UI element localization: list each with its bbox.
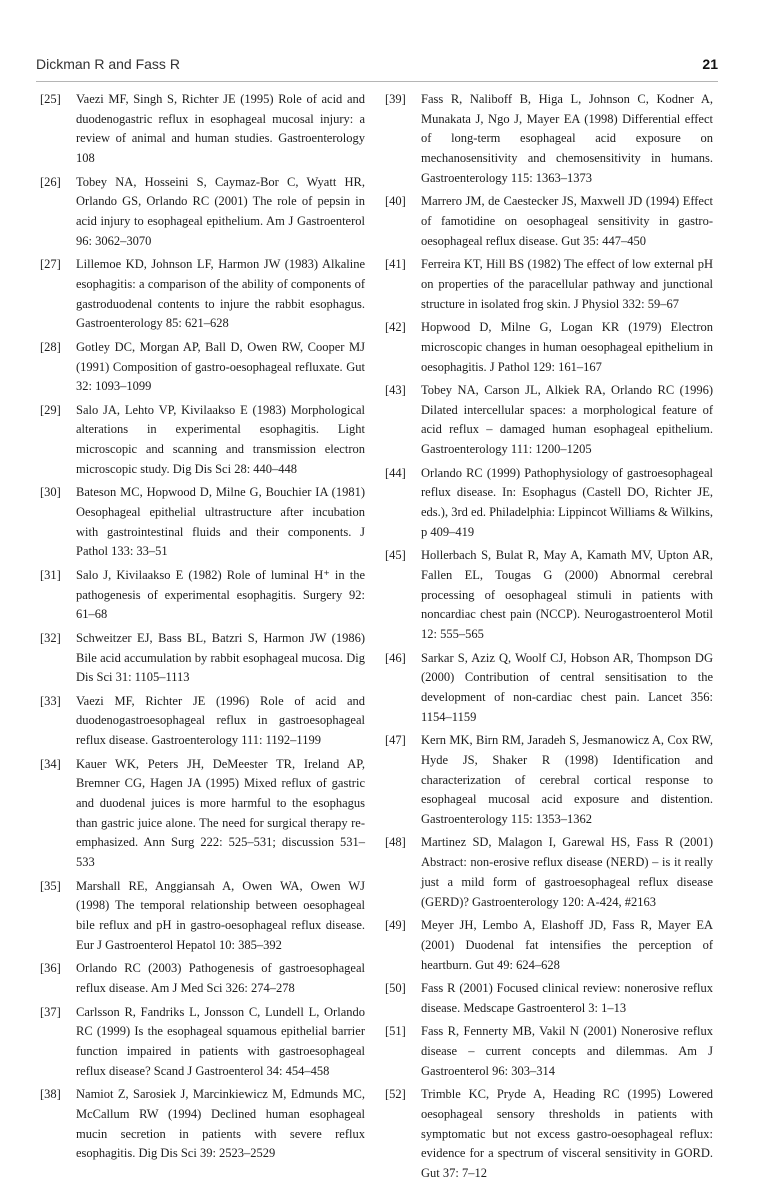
reference-number: [52] xyxy=(385,1087,406,1102)
reference-text: Bateson MC, Hopwood D, Milne G, Bouchier IA (1981) Oesophageal epithelial ultrastructure after incubation with gastrointestinal fluids and their components. J Pathol 133: 33–51 xyxy=(76,485,365,559)
reference-number: [42] xyxy=(385,320,406,335)
reference-entry xyxy=(40,755,365,873)
reference-text: Vaezi MF, Richter JE (1996) Role of acid and duodenogastroesophageal reflux in gastroesophageal reflux disease. Gastroenterology 111: 1192–1199 xyxy=(76,693,365,748)
reference-entry xyxy=(385,1022,713,1081)
page-header xyxy=(36,56,718,78)
reference-number: [28] xyxy=(40,339,61,354)
reference-text: Fass R (2001) Focused clinical review: nonerosive reflux disease. Medscape Gastroenterol 3: 1–13 xyxy=(421,981,713,1015)
reference-entry xyxy=(385,731,713,830)
reference-entry xyxy=(40,255,365,334)
reference-text: Sarkar S, Aziz Q, Woolf CJ, Hobson AR, Thompson DG (2000) Contribution of central sensitisation to the development of non-cardiac chest pain. Lancet 356: 1154–1159 xyxy=(421,650,713,724)
reference-number: [30] xyxy=(40,485,61,500)
reference-text: Carlsson R, Fandriks L, Jonsson C, Lundell L, Orlando RC (1999) Is the esophageal squamous epithelial barrier function impaired in patients with gastroesophageal reflux disease? Scand J Gastroenterol 34: 454–458 xyxy=(76,1004,365,1078)
reference-number: [35] xyxy=(40,878,61,893)
reference-entry xyxy=(385,318,713,377)
reference-text: Namiot Z, Sarosiek J, Marcinkiewicz M, Edmunds MC, McCallum RW (1994) Declined human esophageal mucin secretion in patients with severe reflux esophagitis. Dig Dis Sci 39: 2523–2529 xyxy=(76,1087,365,1161)
reference-entry xyxy=(40,483,365,562)
reference-entry xyxy=(385,833,713,912)
reference-entry xyxy=(385,649,713,728)
reference-number: [34] xyxy=(40,756,61,771)
reference-number: [27] xyxy=(40,257,61,272)
reference-text: Ferreira KT, Hill BS (1982) The effect of low external pH on properties of the paracellular pathway and junctional structure in isolated frog skin. J Physiol 332: 59–67 xyxy=(421,257,713,311)
reference-number: [51] xyxy=(385,1024,406,1039)
references-right-column xyxy=(385,90,713,1187)
reference-entry xyxy=(40,401,365,480)
reference-entry xyxy=(385,1085,713,1184)
reference-number: [39] xyxy=(385,92,406,106)
reference-entry xyxy=(40,692,365,751)
references-left-column xyxy=(40,90,365,1168)
reference-entry xyxy=(385,979,713,1018)
reference-number: [36] xyxy=(40,961,61,976)
reference-text: Lillemoe KD, Johnson LF, Harmon JW (1983) Alkaline esophagitis: a comparison of the ability of components of gastroduodenal contents to injure the rabbit esophagus. Gastroenterology 85: 621–628 xyxy=(76,257,365,331)
reference-entry xyxy=(40,1085,365,1164)
reference-number: [33] xyxy=(40,693,61,708)
reference-number: [43] xyxy=(385,383,406,398)
reference-number: [37] xyxy=(40,1004,61,1019)
reference-text: Fass R, Fennerty MB, Vakil N (2001) Nonerosive reflux disease – current concepts and dilemmas. Am J Gastroenterol 96: 303–314 xyxy=(421,1024,713,1078)
reference-entry xyxy=(385,464,713,543)
reference-number: [31] xyxy=(40,567,61,582)
reference-text: Orlando RC (2003) Pathogenesis of gastroesophageal reflux disease. Am J Med Sci 326: 274–278 xyxy=(76,961,365,995)
reference-text: Salo JA, Lehto VP, Kivilaakso E (1983) Morphological alterations in experimental esophagitis. Light microscopic and scanning and transmission electron microscopic study. Dig Dis Sci 28: 440–448 xyxy=(76,402,365,476)
reference-text: Kern MK, Birn RM, Jaradeh S, Jesmanowicz A, Cox RW, Hyde JS, Shaker R (1998) Identification and characterization of cerebral cortical response to esophageal mucosal acid exposure and distention. Gastroenterology 115: 1353–1362 xyxy=(421,733,713,826)
reference-number: [32] xyxy=(40,630,61,645)
page-number: 21 xyxy=(702,56,718,72)
reference-entry xyxy=(385,546,713,645)
reference-text: Orlando RC (1999) Pathophysiology of gastroesophageal reflux disease. In: Esophagus (Castell DO, Richter JE, eds.), 3rd ed. Philadelphia: Lippincot Williams & Wilkins, p 409–419 xyxy=(421,465,713,539)
reference-text: Tobey NA, Hosseini S, Caymaz-Bor C, Wyatt HR, Orlando GS, Orlando RC (2001) The role of pepsin in acid injury to esophageal epithelium. Am J Gastroenterol 96: 3062–3070 xyxy=(76,174,365,248)
reference-entry xyxy=(40,959,365,998)
reference-entry xyxy=(40,1003,365,1082)
reference-entry xyxy=(385,255,713,314)
reference-entry xyxy=(385,381,713,460)
reference-entry xyxy=(40,566,365,625)
reference-entry xyxy=(385,90,713,189)
reference-text: Kauer WK, Peters JH, DeMeester TR, Ireland AP, Bremner CG, Hagen JA (1995) Mixed reflux of gastric and duodenal juices is more harmful to the esophagus than gastric juice alone. The need for surgical therapy re-emphasized. Ann Surg 222: 525–531; discussion 531–533 xyxy=(76,756,365,870)
reference-number: [45] xyxy=(385,548,406,563)
reference-number: [48] xyxy=(385,835,406,850)
reference-text: Marshall RE, Anggiansah A, Owen WA, Owen WJ (1998) The temporal relationship between oesophageal bile reflux and pH in gastro-oesophageal reflux disease. Eur J Gastroenterol Hepatol 10: 385–392 xyxy=(76,878,365,952)
reference-text: Martinez SD, Malagon I, Garewal HS, Fass R (2001) Abstract: non-erosive reflux disease (NERD) – is it really just a mild form of gastroesophageal reflux disease (GERD)? Gastroenterology 120: A-424, #2163 xyxy=(421,835,713,909)
reference-entry xyxy=(40,629,365,688)
reference-entry xyxy=(40,338,365,397)
reference-number: [25] xyxy=(40,92,61,106)
reference-text: Gotley DC, Morgan AP, Ball D, Owen RW, Cooper MJ (1991) Composition of gastro-oesophageal refluxate. Gut 32: 1093–1099 xyxy=(76,339,365,394)
reference-text: Schweitzer EJ, Bass BL, Batzri S, Harmon JW (1986) Bile acid accumulation by rabbit esophageal mucosa. Dig Dis Sci 31: 1105–1113 xyxy=(76,630,365,685)
reference-number: [50] xyxy=(385,981,406,995)
reference-entry xyxy=(40,877,365,956)
reference-number: [29] xyxy=(40,402,61,417)
reference-text: Hollerbach S, Bulat R, May A, Kamath MV, Upton AR, Fallen EL, Tougas G (2000) Abnormal cerebral processing of oesophageal stimuli in patients with noncardiac chest pain (NCCP). Neurogastroenterol Motil 12: 555–565 xyxy=(421,548,713,642)
reference-text: Vaezi MF, Singh S, Richter JE (1995) Role of acid and duodenogastric reflux in esophageal mucosal injury: a review of animal and human studies. Gastroenterology 108 xyxy=(76,92,365,166)
reference-text: Salo J, Kivilaakso E (1982) Role of luminal H⁺ in the pathogenesis of experimental esophagitis. Surgery 92: 61–68 xyxy=(76,567,365,622)
reference-entry xyxy=(40,173,365,252)
reference-text: Tobey NA, Carson JL, Alkiek RA, Orlando RC (1996) Dilated intercellular spaces: a morphological feature of acid reflux – damaged human esophageal epithelium. Gastroenterology 111: 1200–1205 xyxy=(421,383,713,457)
reference-number: [46] xyxy=(385,650,406,665)
reference-entry xyxy=(385,192,713,251)
reference-number: [44] xyxy=(385,465,406,480)
reference-number: [38] xyxy=(40,1087,61,1102)
running-title: Dickman R and Fass R xyxy=(36,56,180,72)
reference-text: Trimble KC, Pryde A, Heading RC (1995) Lowered oesophageal sensory thresholds in patients with symptomatic but not excess gastro-oesophageal reflux: evidence for a spectrum of visceral sensitivity in GORD. Gut 37: 7–12 xyxy=(421,1087,713,1180)
reference-number: [26] xyxy=(40,174,61,189)
reference-text: Hopwood D, Milne G, Logan KR (1979) Electron microscopic changes in human oesophageal epithelium in oesophagitis. J Pathol 129: 161–167 xyxy=(421,320,713,374)
header-divider xyxy=(36,81,718,82)
reference-number: [40] xyxy=(385,194,406,209)
reference-number: [41] xyxy=(385,257,406,272)
reference-text: Meyer JH, Lembo A, Elashoff JD, Fass R, Mayer EA (2001) Duodenal fat intensifies the perception of heartburn. Gut 49: 624–628 xyxy=(421,918,713,972)
reference-number: [47] xyxy=(385,733,406,748)
reference-entry xyxy=(385,916,713,975)
reference-number: [49] xyxy=(385,918,406,933)
reference-text: Marrero JM, de Caestecker JS, Maxwell JD (1994) Effect of famotidine on oesophageal sensitivity in gastro-oesophageal reflux disease. Gut 35: 447–450 xyxy=(421,194,713,248)
reference-text: Fass R, Naliboff B, Higa L, Johnson C, Kodner A, Munakata J, Ngo J, Mayer EA (1998) Differential effect of long-term esophageal acid exposure on mechanosensitivity and chemosensitivity in humans. Gastroenterology 115: 1363–1373 xyxy=(421,92,713,185)
reference-entry xyxy=(40,90,365,169)
